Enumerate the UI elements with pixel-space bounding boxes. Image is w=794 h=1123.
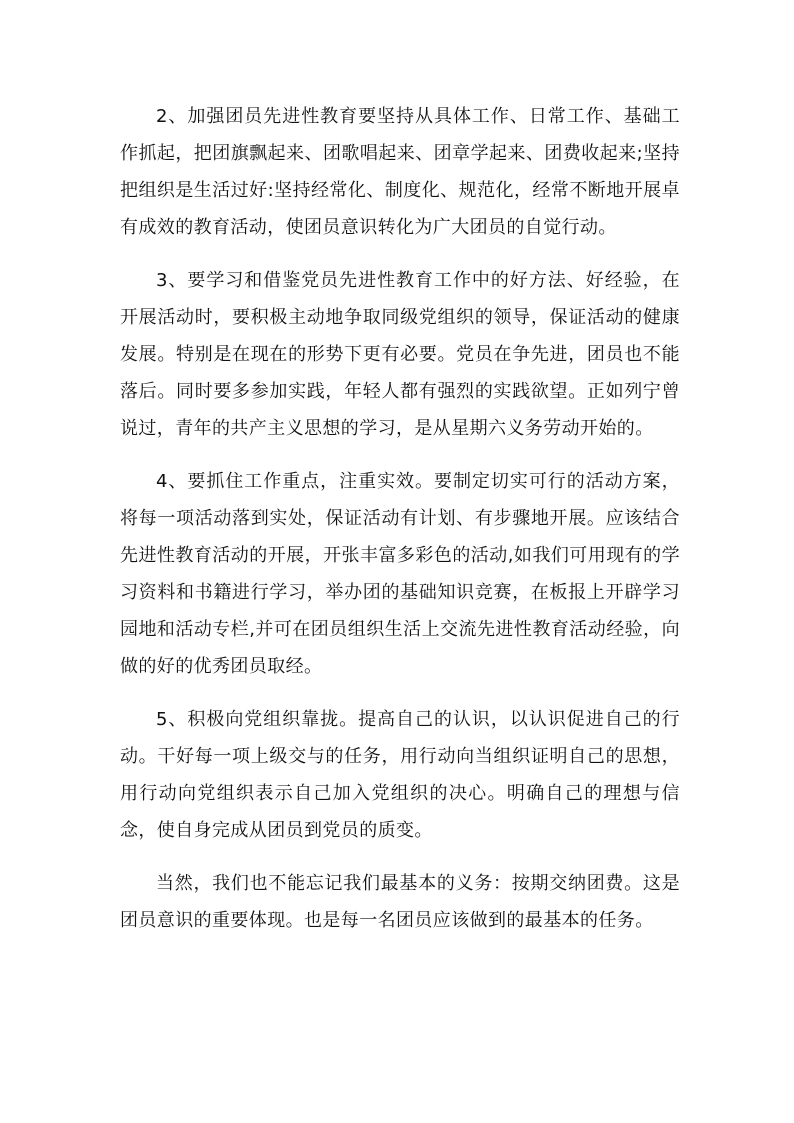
paragraph-item-5: 5、积极向党组织靠拢。提高自己的认识，以认识促进自己的行动。干好每一项上级交与的任务，用行动向当组织证明自己的思想，用行动向党组织表示自己加入党组织的决心。明确自己的理想与信念，使自身完成从团员到党员的质变。: [120, 709, 680, 841]
document-body: [120, 98, 680, 955]
paragraph-closing: 当然，我们也不能忘记我们最基本的义务：按期交纳团费。这是团员意识的重要体现。也是每一名团员应该做到的最基本的任务。: [120, 873, 680, 931]
paragraph-item-3: 3、要学习和借鉴党员先进性教育工作中的好方法、好经验，在开展活动时，要积极主动地争取同级党组织的领导，保证活动的健康发展。特别是在现在的形势下更有必要。党员在争先进，团员也不能落后。同时要多参加实践，年轻人都有强烈的实践欲望。正如列宁曾说过，青年的共产主义思想的学习，是从星期六义务劳动开始的。: [120, 270, 680, 439]
paragraph-item-4: 4、要抓住工作重点，注重实效。要制定切实可行的活动方案，将每一项活动落到实处，保证活动有计划、有步骤地开展。应该结合先进性教育活动的开展，开张丰富多彩色的活动,如我们可用现有的学习资料和书籍进行学习，举办团的基础知识竞赛，在板报上开辟学习园地和活动专栏,并可在团员组织生活上交流先进性教育活动经验，向做的好的优秀团员取经。: [120, 471, 680, 677]
paragraph-item-2: 2、加强团员先进性教育要坚持从具体工作、日常工作、基础工作抓起，把团旗飘起来、团歌唱起来、团章学起来、团费收起来;坚持把组织是生活过好:坚持经常化、制度化、规范化，经常不断地开展卓有成效的教育活动，使团员意识转化为广大团员的自觉行动。: [120, 106, 680, 238]
